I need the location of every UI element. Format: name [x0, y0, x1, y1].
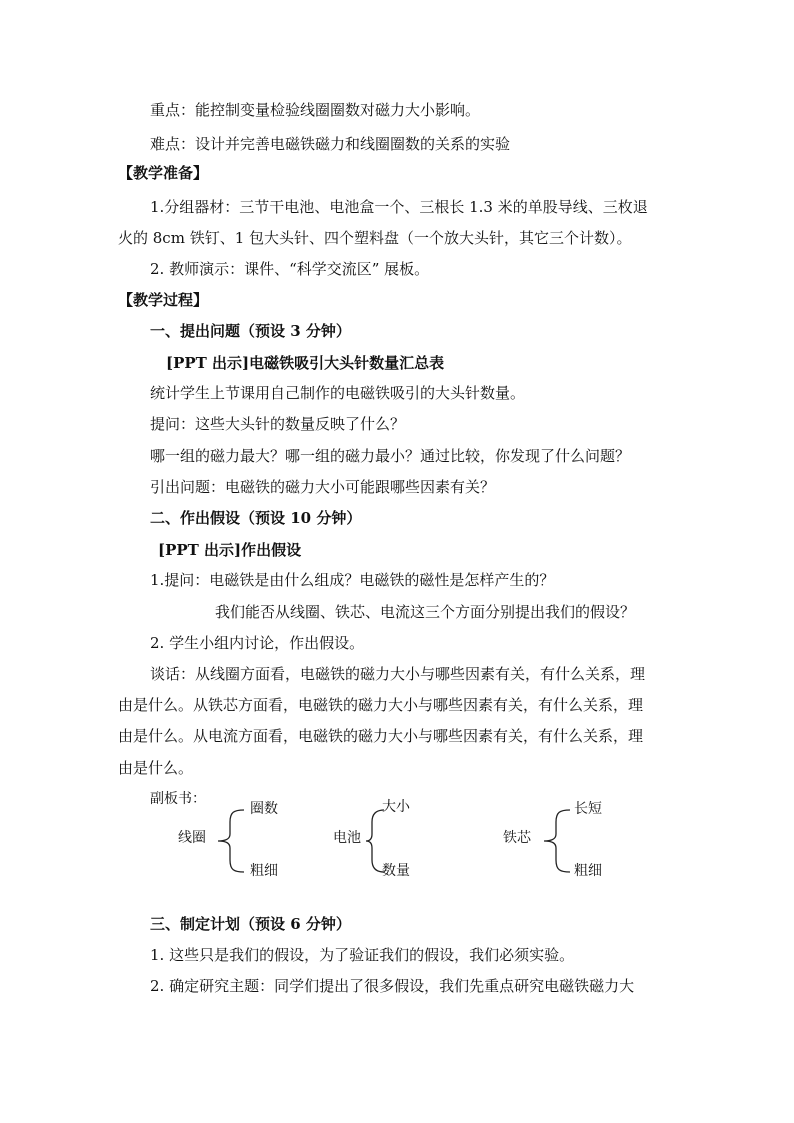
paragraph: 提问：这些大头针的数量反映了什么？ — [150, 415, 406, 433]
ppt-heading: [PPT 出示]作出假设 — [158, 541, 302, 559]
brace-shape — [216, 808, 246, 874]
subsection-heading: 一、提出问题（预设 3 分钟） — [150, 322, 351, 340]
subsection-heading: 三、制定计划（预设 6 分钟） — [150, 915, 351, 933]
board-group-item: 粗细 — [574, 863, 602, 879]
paragraph: 我们能否从线圈、铁芯、电流这三个方面分别提出我们的假设？ — [215, 603, 636, 621]
brace-shape — [542, 808, 572, 874]
section-heading-preparation: 【教学准备】 — [118, 164, 209, 182]
board-group-item: 长短 — [574, 801, 602, 817]
board-group-item: 大小 — [382, 799, 410, 815]
board-group-name: 线圈 — [178, 830, 206, 846]
paragraph: 1. 这些只是我们的假设，为了验证我们的假设，我们必须实验。 — [150, 946, 575, 964]
paragraph: 引出问题：电磁铁的磁力大小可能跟哪些因素有关？ — [150, 478, 496, 496]
paragraph: 统计学生上节课用自己制作的电磁铁吸引的大头针数量。 — [150, 384, 526, 402]
paragraph: 2. 确定研究主题：同学们提出了很多假设，我们先重点研究电磁铁磁力大 — [150, 977, 635, 995]
paragraph: 火的 8cm 铁钉、1 包大头针、四个塑料盘（一个放大头针，其它三个计数）。 — [118, 229, 632, 247]
paragraph: 2. 学生小组内讨论，作出假设。 — [150, 634, 365, 652]
paragraph: 哪一组的磁力最大？哪一组的磁力最小？通过比较，你发现了什么问题？ — [150, 447, 631, 465]
board-group-item: 圈数 — [250, 801, 278, 817]
board-group-name: 电池 — [333, 830, 361, 846]
board-group-name: 铁芯 — [503, 830, 531, 846]
board-group-item: 粗细 — [250, 863, 278, 879]
paragraph: 2. 教师演示：课件、“科学交流区” 展板。 — [150, 260, 430, 278]
paragraph: 由是什么。 — [118, 759, 194, 777]
key-point: 重点：能控制变量检验线圈圈数对磁力大小影响。 — [150, 101, 481, 119]
paragraph: 1.分组器材：三节干电池、电池盒一个、三根长 1.3 米的单股导线、三枚退 — [150, 198, 648, 216]
subsection-heading: 二、作出假设（预设 10 分钟） — [150, 509, 362, 527]
section-heading-process: 【教学过程】 — [118, 291, 209, 309]
board-group-item: 数量 — [382, 863, 410, 879]
brace-shape — [364, 808, 386, 874]
difficult-point: 难点：设计并完善电磁铁磁力和线圈圈数的关系的实验 — [150, 135, 511, 153]
paragraph: 1.提问：电磁铁是由什么组成？电磁铁的磁性是怎样产生的？ — [150, 571, 555, 589]
paragraph: 谈话：从线圈方面看，电磁铁的磁力大小与哪些因素有关，有什么关系，理 — [150, 665, 646, 683]
paragraph: 由是什么。从铁芯方面看，电磁铁的磁力大小与哪些因素有关，有什么关系，理 — [118, 696, 644, 714]
ppt-heading: [PPT 出示]电磁铁吸引大头针数量汇总表 — [166, 354, 445, 372]
paragraph: 由是什么。从电流方面看，电磁铁的磁力大小与哪些因素有关，有什么关系，理 — [118, 727, 644, 745]
board-label: 副板书： — [150, 791, 206, 807]
